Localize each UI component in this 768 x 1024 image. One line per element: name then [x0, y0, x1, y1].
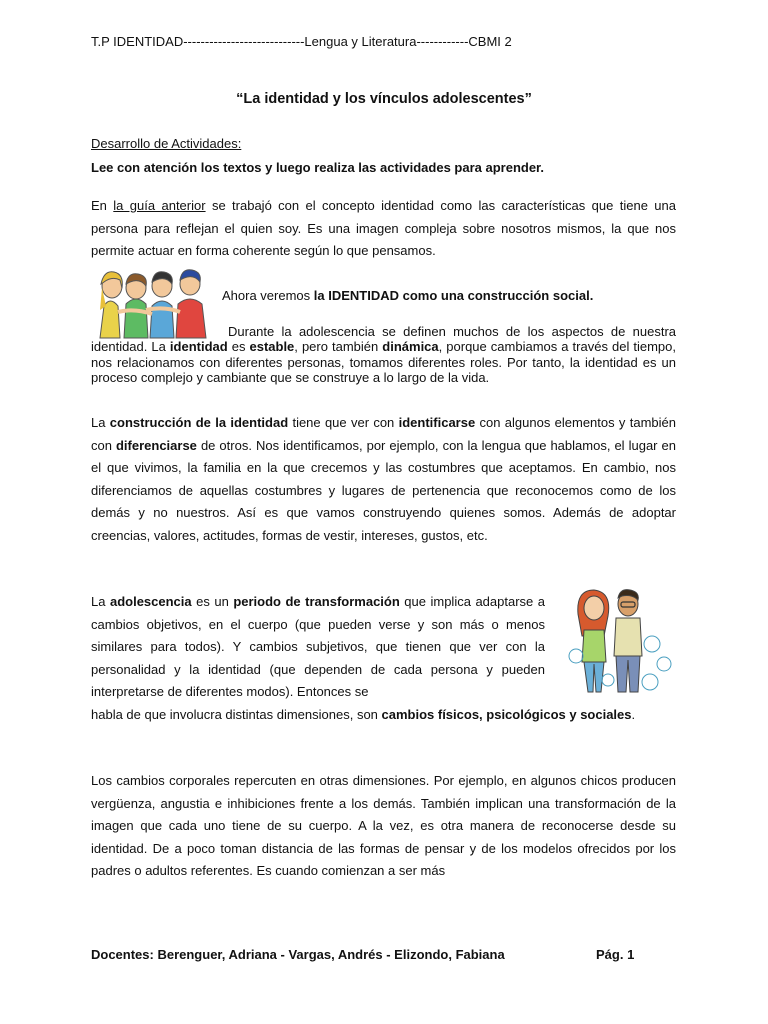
document-title: “La identidad y los vínculos adolescentes” [236, 91, 532, 107]
social-construction-line: Ahora veremos la IDENTIDAD como una construcción social. [222, 288, 594, 303]
identity-adolescence-paragraph: Durante la adolescencia se definen muchos de los aspectos de nuestra identidad. La identidad es estable, pero también dinámica, porque cambiamos a través del tiempo, nos relacionamos con diferentes personas, tomamos diferentes roles. Por tanto, la identidad es un proceso complejo y cambiante que se construye a lo largo de la vida. [91, 324, 676, 386]
page-number: Pág. 1 [596, 947, 635, 962]
instruction-text: Lee con atención los textos y luego realiza las actividades para aprender. [91, 160, 545, 175]
transformation-paragraph: La adolescencia es un periodo de transformación que implica adaptarse a cambios objetivos, en el cuerpo (que pueden verse y son más o menos similares para todos). Y cambios subjetivos, que tienen que ver con la personalidad y la identidad (que dependen de cada persona y pueden interpretarse de diferentes modos). Entonces se [91, 594, 545, 699]
section-heading: Desarrollo de Actividades: [91, 136, 242, 151]
previous-guide-reference: la guía anterior [113, 198, 206, 213]
transformation-paragraph-end: habla de que involucra distintas dimensiones, son cambios físicos, psicológicos y sociales. [91, 707, 636, 722]
page-footer [91, 945, 651, 965]
identity-construction-paragraph: La construcción de la identidad tiene que ver con identificarse con algunos elementos y también con diferenciarse de otros. Nos identificamos, por ejemplo, con la lengua que hablamos, el lugar en el que vivimos, la familia en la que crecemos y las costumbres que aceptamos. En cambio, nos diferenciamos de aquellas costumbres y lugares de pertenencia que reconocemos como de los demás y no nuestros. Así es que vamos construyendo quienes somos. Además de adoptar creencias, valores, actitudes, formas de vestir, intereses, gustos, etc. [91, 415, 676, 543]
body-changes-paragraph: Los cambios corporales repercuten en otras dimensiones. Por ejemplo, en algunos chicos producen vergüenza, angustia e inhibiciones frente a los demás. También implican una transformación de la imagen que cada uno tiene de su cuerpo. A la vez, es otra manera de reconocerse desde su identidad. De a poco toman distancia de las formas de pensar y de los modelos ofrecidos por los padres o adultos referentes. Es cuando comienzan a ser más [91, 773, 676, 878]
transformation-text-a: que implica adaptarse a cambios objetivos, en el cuerpo (que pueden verse y son más o menos similares para todos). Y cambios subjetivos, que tienen que ver con la personalidad y la identidad (que dependen de cada persona y pueden interpretarse de diferentes modos). Entonces se [91, 594, 545, 699]
teachers-credit: Docentes: Berenguer, Adriana - Vargas, Andrés - Elizondo, Fabiana [91, 947, 505, 962]
page-header: T.P IDENTIDAD----------------------------Lengua y Literatura------------CBMI 2 [91, 34, 512, 49]
teenagers-illustration [568, 586, 676, 696]
intro-paragraph: En la guía anterior se trabajó con el concepto identidad como las características que tiene una persona para reflejan el quien soy. Es una imagen compleja sobre nosotros mismos, la que nos permite actuar en forma coherente según lo que pensamos. [91, 198, 676, 258]
transformation-text-b: habla de que involucra distintas dimensiones, son [91, 707, 382, 722]
